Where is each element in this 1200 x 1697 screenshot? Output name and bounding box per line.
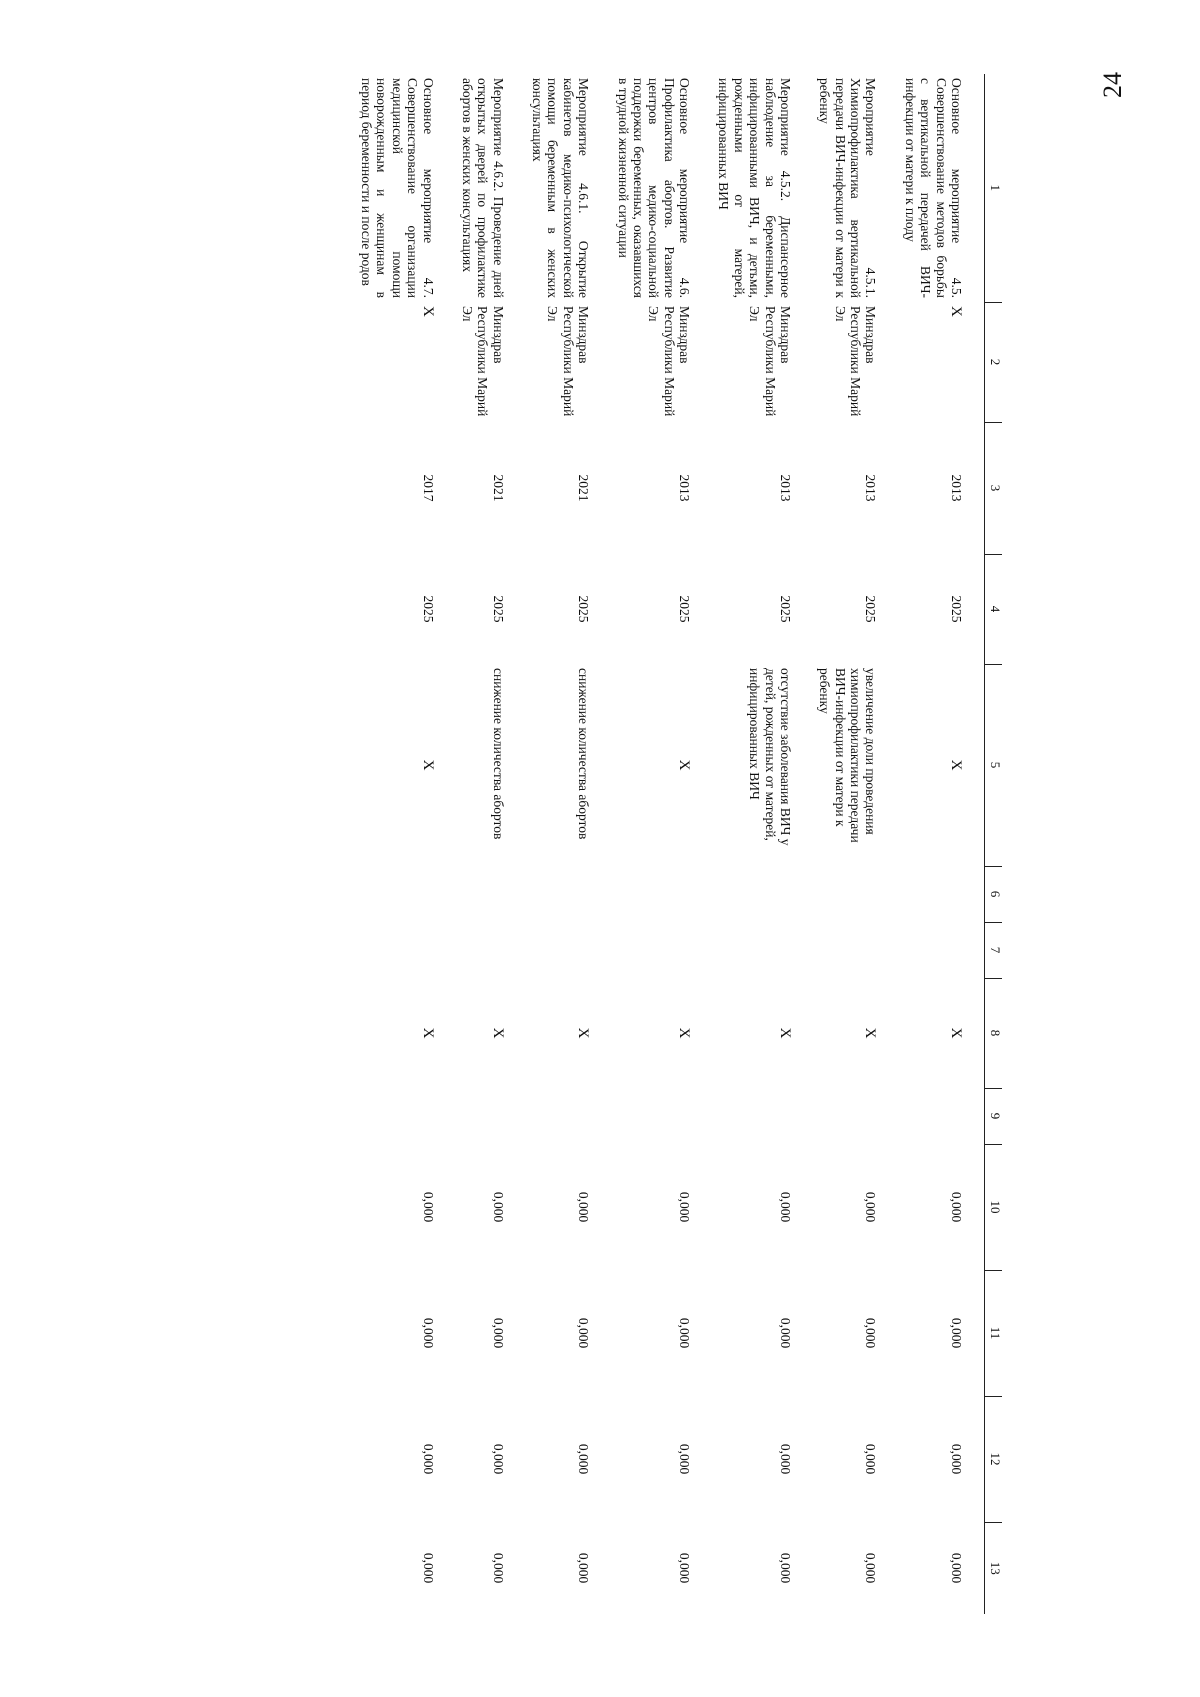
col-6-cell	[456, 866, 526, 922]
col-8-cell: X	[777, 1027, 793, 1039]
column-number: 4	[985, 554, 1003, 664]
value-col-12: 0,000	[949, 1443, 964, 1475]
column-number-row	[985, 74, 1003, 1614]
activity-name: Основное мероприятие 4.7. Совершенствование организации медицинской помощи новорожденным и женщинам в период беременности и после родов	[359, 78, 436, 298]
col-7-cell	[526, 922, 612, 978]
value-col-11: 0,000	[863, 1317, 879, 1349]
value-col-13: 0,000	[778, 1552, 793, 1584]
col-6-cell	[526, 866, 612, 922]
responsible-executor: Минздрав Республики Марий Эл	[832, 306, 879, 417]
expected-result: отсутствие заболевания ВИЧ у детей, рожденных от матерей, инфицированных ВИЧ	[747, 668, 793, 846]
end-year: 2025	[420, 595, 436, 623]
expected-result: снижение количества абортов	[576, 668, 592, 840]
col-9-cell	[611, 1088, 712, 1144]
col-7-cell	[355, 922, 456, 978]
value-col-11: 0,000	[490, 1317, 506, 1349]
value-col-13: 0,000	[677, 1552, 693, 1584]
column-number: 12	[985, 1396, 1003, 1522]
column-number: 5	[985, 664, 1003, 866]
column-number: 9	[985, 1088, 1003, 1144]
table-row	[899, 74, 985, 1614]
responsible-executor: Минздрав Республики Марий Эл	[460, 306, 506, 417]
col-9-cell	[813, 1088, 899, 1144]
end-year: 2025	[677, 595, 693, 623]
col-7-cell	[456, 922, 526, 978]
rotated-table-wrapper	[194, 74, 1002, 1614]
col-9-cell	[712, 1088, 813, 1144]
value-col-13: 0,000	[949, 1552, 964, 1584]
value-col-10: 0,000	[677, 1191, 693, 1223]
value-col-10: 0,000	[490, 1191, 506, 1223]
program-activities-table	[355, 74, 1002, 1614]
column-number: 7	[985, 922, 1003, 978]
table-row	[712, 74, 813, 1614]
table-row	[526, 74, 612, 1614]
col-9-cell	[355, 1088, 456, 1144]
value-col-11: 0,000	[576, 1317, 592, 1349]
column-number: 6	[985, 866, 1003, 922]
table-row	[611, 74, 712, 1614]
value-col-10: 0,000	[778, 1191, 793, 1223]
value-col-12: 0,000	[420, 1443, 436, 1475]
column-number: 11	[985, 1270, 1003, 1396]
col-9-cell	[526, 1088, 612, 1144]
responsible-executor: Минздрав Республики Марий Эл	[545, 306, 592, 417]
column-number: 10	[985, 1144, 1003, 1270]
col-8-cell: X	[676, 1027, 693, 1039]
end-year: 2025	[863, 595, 879, 623]
value-col-10: 0,000	[949, 1191, 964, 1223]
col-6-cell	[712, 866, 813, 922]
value-col-13: 0,000	[420, 1552, 436, 1584]
col-8-cell: X	[489, 1027, 506, 1039]
value-col-13: 0,000	[490, 1552, 506, 1584]
start-year: 2013	[778, 474, 793, 502]
value-col-12: 0,000	[677, 1443, 693, 1475]
value-col-13: 0,000	[863, 1552, 879, 1584]
table-row	[456, 74, 526, 1614]
col-6-cell	[813, 866, 899, 922]
col-6-cell	[899, 866, 985, 922]
responsible-executor: X	[419, 306, 436, 317]
activity-name: Мероприятие 4.6.1. Открытие кабинетов медико-психологической помощи беременным в женских консультациях	[530, 78, 592, 298]
value-col-11: 0,000	[778, 1317, 793, 1349]
activity-name: Основное мероприятие 4.5. Совершенствование методов борьбы с вертикальной передачей ВИЧ-инфекции от матери к плоду	[902, 78, 964, 298]
col-8-cell: X	[419, 1027, 436, 1039]
page-number: 24	[1098, 72, 1127, 98]
end-year: 2025	[576, 595, 592, 623]
column-number: 3	[985, 422, 1003, 554]
expected-result: X	[948, 759, 964, 771]
col-6-cell	[611, 866, 712, 922]
col-7-cell	[899, 922, 985, 978]
col-7-cell	[611, 922, 712, 978]
col-7-cell	[813, 922, 899, 978]
activity-name: Мероприятие 4.5.1. Химиопрофилактика вертикальной передачи ВИЧ-инфекции от матери к ребенку	[817, 78, 879, 298]
expected-result: X	[676, 759, 693, 771]
value-col-12: 0,000	[778, 1443, 793, 1475]
col-8-cell: X	[948, 1027, 964, 1039]
col-6-cell	[355, 866, 456, 922]
end-year: 2025	[778, 595, 793, 623]
expected-result: снижение количества абортов	[490, 668, 506, 840]
start-year: 2021	[490, 474, 506, 502]
end-year: 2025	[490, 595, 506, 623]
col-8-cell: X	[862, 1027, 879, 1039]
responsible-executor: X	[948, 306, 964, 317]
col-8-cell: X	[575, 1027, 592, 1039]
value-col-12: 0,000	[863, 1443, 879, 1475]
start-year: 2013	[677, 474, 693, 502]
table-row	[813, 74, 899, 1614]
col-7-cell	[712, 922, 813, 978]
value-col-11: 0,000	[420, 1317, 436, 1349]
end-year: 2025	[949, 595, 964, 623]
value-col-10: 0,000	[576, 1191, 592, 1223]
expected-result: увеличение доли проведения химиопрофилактики передачи ВИЧ-инфекции от матери к ребенку	[817, 668, 879, 843]
value-col-12: 0,000	[576, 1443, 592, 1475]
responsible-executor: Минздрав Республики Марий Эл	[747, 306, 793, 417]
responsible-executor: Минздрав Республики Марий Эл	[646, 306, 693, 417]
value-col-11: 0,000	[949, 1317, 964, 1349]
column-number: 2	[985, 302, 1003, 422]
column-number: 1	[985, 74, 1003, 302]
value-col-11: 0,000	[677, 1317, 693, 1349]
start-year: 2013	[863, 474, 879, 502]
activity-name: Основное мероприятие 4.6. Профилактика абортов. Развитие центров медико-социальной поддержки беременных, оказавшихся в трудной жизненной ситуации	[615, 78, 693, 298]
col-9-cell	[899, 1088, 985, 1144]
expected-result: X	[419, 759, 436, 771]
activity-name: Мероприятие 4.6.2. Проведение дней открытых дверей по профилактике абортов в женских консультациях	[460, 78, 506, 298]
value-col-10: 0,000	[420, 1191, 436, 1223]
value-col-10: 0,000	[863, 1191, 879, 1223]
col-9-cell	[456, 1088, 526, 1144]
activity-name: Мероприятие 4.5.2. Диспансерное наблюдение за беременными, инфицированными ВИЧ, и детьми, рожденными от матерей, инфицированных ВИЧ	[716, 78, 793, 298]
start-year: 2017	[420, 474, 436, 502]
start-year: 2021	[576, 474, 592, 502]
column-number: 13	[985, 1522, 1003, 1614]
table-row	[355, 74, 456, 1614]
value-col-13: 0,000	[576, 1552, 592, 1584]
start-year: 2013	[949, 474, 964, 502]
column-number: 8	[985, 978, 1003, 1088]
value-col-12: 0,000	[490, 1443, 506, 1475]
